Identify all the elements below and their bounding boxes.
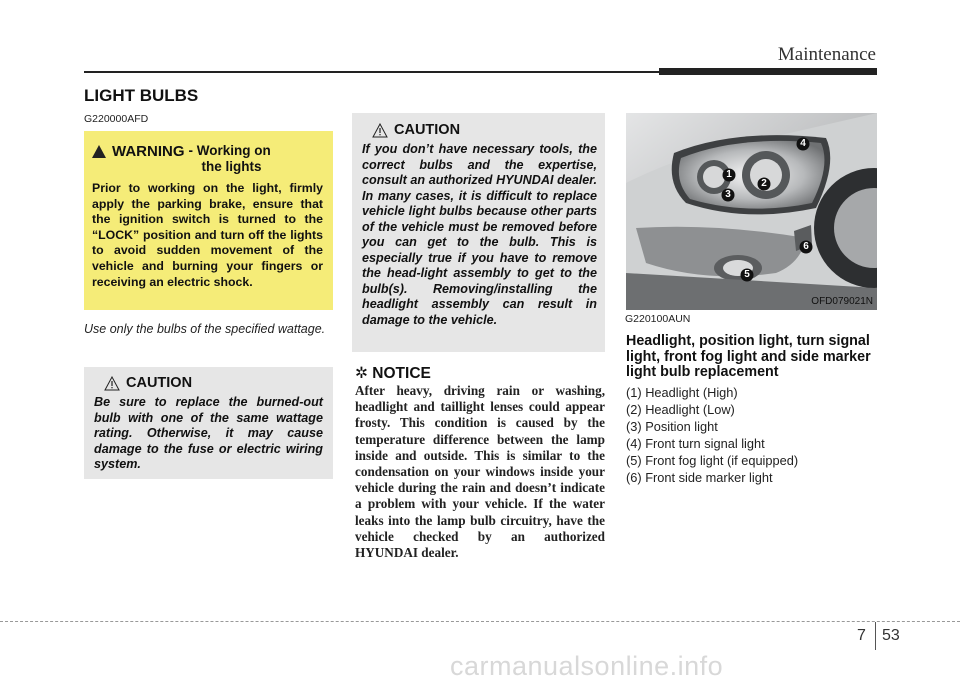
caution-box-middle	[352, 113, 605, 352]
warning-label: WARNING	[112, 143, 185, 160]
callout-2	[757, 177, 771, 196]
caution-icon	[104, 376, 120, 391]
callout-3	[721, 188, 735, 207]
list-item: (3) Position light	[626, 419, 718, 434]
subsection-code: G220100AUN	[625, 313, 691, 325]
photo-label: OFD079021N	[811, 296, 873, 307]
list-item: (4) Front turn signal light	[626, 436, 765, 451]
callout-6-label: 6	[803, 241, 809, 252]
caution-text-left: Be sure to replace the burned-out bulb with one of the same wattage rating. Otherwise, it may cause damage to the fuse or electric wiring system.	[94, 395, 323, 471]
notice-text: After heavy, driving rain or washing, headlight and taillight lenses could appear frosty. This condition is caused by the temperature difference between the lamp inside and outside. This is similar to the condensation on your windows inside your vehicle during the rain and doesn’t indicate a problem with your vehicle. If the water leaks into the lamp bulb circuitry, have the vehicle checked by an authorized HYUNDAI dealer.	[355, 383, 605, 561]
headlight-photo	[626, 113, 877, 310]
warning-text: Prior to working on the light, firmly apply the parking brake, ensure that the ignition switch is turned to the “LOCK” position and turn off the lights to avoid sudden movement of the vehicle and burning your fingers or receiving an electric shock.	[92, 181, 323, 289]
callout-4	[796, 137, 810, 156]
callout-6	[799, 240, 813, 259]
callout-1-label: 1	[726, 169, 732, 180]
header-rule-thick	[659, 68, 877, 75]
caution-label-left: CAUTION	[126, 375, 193, 391]
section-title: LIGHT BULBS	[84, 86, 199, 105]
header-rule	[84, 71, 659, 73]
warning-subtitle	[189, 143, 271, 175]
page-header-title: Maintenance	[777, 44, 876, 65]
callout-5	[740, 268, 754, 287]
callout-4-label: 4	[800, 138, 806, 149]
warning-box	[84, 131, 333, 310]
chapter-number: 7	[857, 627, 866, 644]
watermark: carmanualsonline.info	[450, 651, 724, 681]
list-item: (1) Headlight (High)	[626, 385, 738, 400]
subsection-title: Headlight, position light, turn signal light, front fog light and side marker light bulb replacement	[626, 333, 871, 380]
caution-box-left	[84, 367, 333, 479]
warning-subtitle-line2: the lights	[201, 159, 262, 174]
page-number: 53	[882, 627, 900, 644]
list-item: (6) Front side marker light	[626, 470, 773, 485]
caution-text-middle: If you don’t have necessary tools, the correct bulbs and the expertise, consult an authorized HYUNDAI dealer. In many cases, it is difficult to replace vehicle light bulbs because other parts of the vehicle must be removed before you can get to the bulb. This is especially true if you have to remove the head-light assembly to get to the bulb(s). Removing/installing the headlight assembly can result in damage to the vehicle.	[362, 142, 597, 327]
callout-2-label: 2	[761, 178, 767, 189]
wattage-note: Use only the bulbs of the specified wattage.	[84, 322, 326, 336]
callout-5-label: 5	[744, 269, 750, 280]
footer-divider	[0, 621, 960, 622]
notice-title: ✲ NOTICE	[355, 365, 431, 382]
callout-1	[722, 168, 736, 187]
warning-subtitle-line1: - Working on	[188, 143, 271, 158]
bulb-list	[626, 384, 798, 486]
list-item: (5) Front fog light (if equipped)	[626, 453, 799, 468]
caution-label-middle: CAUTION	[394, 122, 461, 138]
callout-3-label: 3	[725, 189, 731, 200]
warning-icon	[92, 145, 106, 158]
section-code: G220000AFD	[84, 113, 149, 125]
list-item: (2) Headlight (Low)	[626, 402, 735, 417]
caution-icon	[372, 123, 388, 138]
page-number-divider	[875, 622, 876, 650]
